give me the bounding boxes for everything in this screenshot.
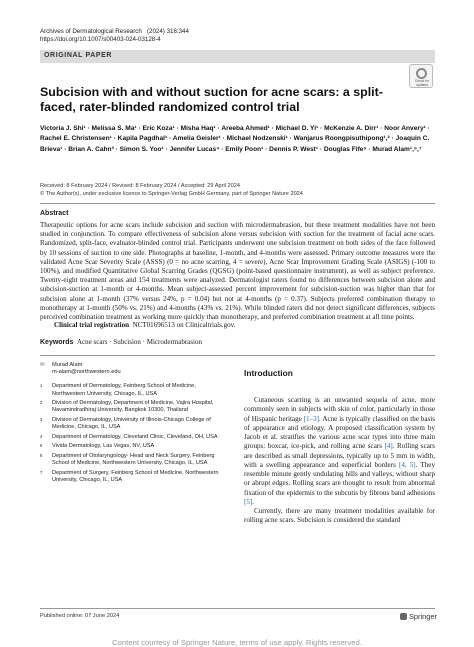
correspondence-block bbox=[40, 362, 230, 376]
affiliation-item: 3 Division of Dermatology, University of Illinois-Chicago College of Medicine, Chicago, IL, USA bbox=[40, 416, 211, 431]
check-updates-label: Check for updates bbox=[414, 79, 430, 87]
check-for-updates-badge[interactable] bbox=[409, 64, 433, 88]
copyright-line: © The Author(s), under exclusive licence to Springer-Verlag GmbH Germany, part of Springer Nature 2024 bbox=[40, 190, 303, 197]
affiliation-item: 4 Department of Dermatology, Cleveland Clinic, Cleveland, OH, USA bbox=[40, 433, 218, 440]
paper-type-label: ORIGINAL PAPER bbox=[44, 52, 113, 59]
paper-type-bar bbox=[40, 50, 435, 63]
journal-name: Archives of Dermatological Research bbox=[40, 28, 142, 35]
affiliation-item: 7 Department of Surgery, Feinberg School of Medicine, Northwestern University, Chicago, IL, USA bbox=[40, 469, 219, 483]
corresponding-author: Murad Alam bbox=[52, 362, 83, 368]
divider bbox=[40, 355, 435, 356]
introduction-paragraph: Cutaneous scarring is an unwanted sequela of acne, more commonly seen in subjects with skin of color, particularly in those of Hispanic heritage [1–3]. Acne is typically classified on the basis of appearance and etiology. A proposed classification system by Jacob et al. stratifies the various acne scar types into three main groups: boxcar, ice-pick, and rolling acne scars [4]. Rolling scars are described as small depressions, typically up to 5 mm in width, with a swelling appearance and superficial borders [4, 5]. They resemble minute gently undulating hills and valleys, without sharp or abrupt edges. Rolling scars are thought to result from abnormal fixation of the epidermis to the subcutis by fibrous band adhesions [5]. bbox=[244, 396, 436, 506]
abstract-body: Therapeutic options for acne scars include subcision and suction with microdermabrasion, but these treatment modalities have not been studied in conjunction. To compare effectiveness of subcision alone versus subcision with suction for the treatment of facial acne scars. Randomized, split-face, evaluator-blinded control trial. Participants underwent one subcision treatment on both sides of the face followed by 10 sessions of suction to one side. Photographs at baseline, 1-month, and 4-months were assessed. Primary outcome measures were the validated Acne Scar Severity Scale (ASSS) (0 = no acne scarring, 4 = severe), Acne Scar Improvement Grading Scale (ASIGS) (-100 to 100%), and modified Quantitative Global Scarring Grades (QGSG) (point-based questionnaire instrument), as well as subject preference. Twenty-eight treatment areas and 154 treatments were analyzed. Dermatologist raters found no differences between subcision alone and subcision-suction at 1-month or 4-months. Mean subject-assessed percent improvement for subcision-suction was higher than that for subcision alone at 1-month (37% versus 24%, p = 0.04) but not at 4-months (p = 0.37). Subjects preferred combination therapy to monotherapy at 1-month (50% vs. 21%) and 4-months (43% vs. 21%). While blinded raters did not detect significant differences, subjects perceived combination treatment as working more quickly than monotherapy, and preferred combination treatment at all time points. bbox=[40, 221, 435, 322]
affiliation-item: 1 Department of Dermatology, Feinberg School of Medicine, Northwestern University, Chicago, IL, USA bbox=[40, 383, 196, 397]
keywords-values: Acne scars · Subcision · Microdermabrasion bbox=[76, 338, 202, 346]
divider bbox=[40, 608, 435, 609]
introduction-heading: Introduction bbox=[244, 368, 293, 378]
citation-link[interactable]: [1–3] bbox=[303, 414, 320, 423]
affiliation-item: 5 Vivida Dermatology, Las Vegas, NV, USA bbox=[40, 443, 155, 450]
registration-value: NCT01696513 on Clinicaltrials.gov. bbox=[132, 321, 236, 329]
journal-volume: (2024) 316:344 bbox=[146, 28, 189, 35]
divider bbox=[40, 203, 435, 204]
abstract-heading: Abstract bbox=[40, 210, 69, 217]
affiliation-list bbox=[40, 383, 230, 484]
article-dates bbox=[40, 183, 435, 198]
registration-label: Clinical trial registration bbox=[54, 321, 130, 329]
publisher-logo bbox=[400, 612, 437, 621]
courtesy-watermark: Content courtesy of Springer Nature, terms of use apply. Rights reserved. bbox=[112, 638, 362, 647]
introduction-column bbox=[244, 368, 435, 526]
article-title: Subcision with and without suction for acne scars: a split-faced, rater-blinded randomized control trial bbox=[40, 85, 383, 114]
corresponding-email[interactable]: m-alam@northwestern.edu bbox=[52, 369, 121, 376]
clinical-trial-registration bbox=[54, 321, 235, 330]
citation-link[interactable]: [5] bbox=[244, 497, 253, 506]
author-list: Victoria J. Shi¹ · Melissa S. Ma¹ · Eric Koza¹ · Misha Haq¹ · Areeba Ahmed¹ · Michael D. Yi¹ · McKenzie A. Dirr¹ · Noor Anvery¹ · Rachel E. Christensen¹ · Kapila Pagdhal¹ · Amelia Geisler¹ · Michael Nodzenski¹ · Wanjarus Roongpisuthipong¹,² · Joaquin C. Brieva¹ · Brian A. Cahn³ · Simon S. Yoo¹ · Jennifer Lucas⁴ · Emily Poon¹ · Dennis P. West¹ · Douglas Fife⁵ · Murad Alam¹,⁶,⁷ bbox=[40, 125, 430, 153]
affiliation-item: 6 Department of Otolaryngology- Head and Neck Surgery, Feinberg School of Medicine, Northwestern University, Chicago, IL, USA bbox=[40, 452, 215, 467]
keywords-line bbox=[40, 338, 202, 346]
affiliation-item: 2 Division of Dermatology, Department of Medicine, Vajira Hospital, Navamindradhiraj University, Bangkok 10300, Thailand bbox=[40, 400, 214, 414]
keywords-label: Keywords bbox=[40, 339, 74, 346]
received-dates: Received: 8 February 2024 / Revised: 8 February 2024 / Accepted: 29 April 2024 bbox=[40, 183, 240, 189]
springer-horse-icon bbox=[400, 613, 407, 620]
doi-link[interactable]: https://doi.org/10.1007/s00403-024-03128-4 bbox=[40, 36, 161, 44]
published-date: Published online: 07 June 2024 bbox=[40, 613, 120, 619]
introduction-body bbox=[244, 396, 435, 526]
check-updates-icon bbox=[416, 68, 427, 79]
envelope-icon: ✉ bbox=[40, 362, 45, 368]
citation-link[interactable]: [4] bbox=[384, 442, 393, 451]
journal-header bbox=[40, 28, 189, 44]
publisher-name: Springer bbox=[409, 612, 437, 621]
affiliations-column bbox=[40, 362, 230, 486]
introduction-paragraph: Currently, there are many treatment modalities available for rolling acne scars. Subcision is considered the standard bbox=[244, 507, 435, 525]
citation-link[interactable]: [4, 5] bbox=[398, 460, 416, 469]
